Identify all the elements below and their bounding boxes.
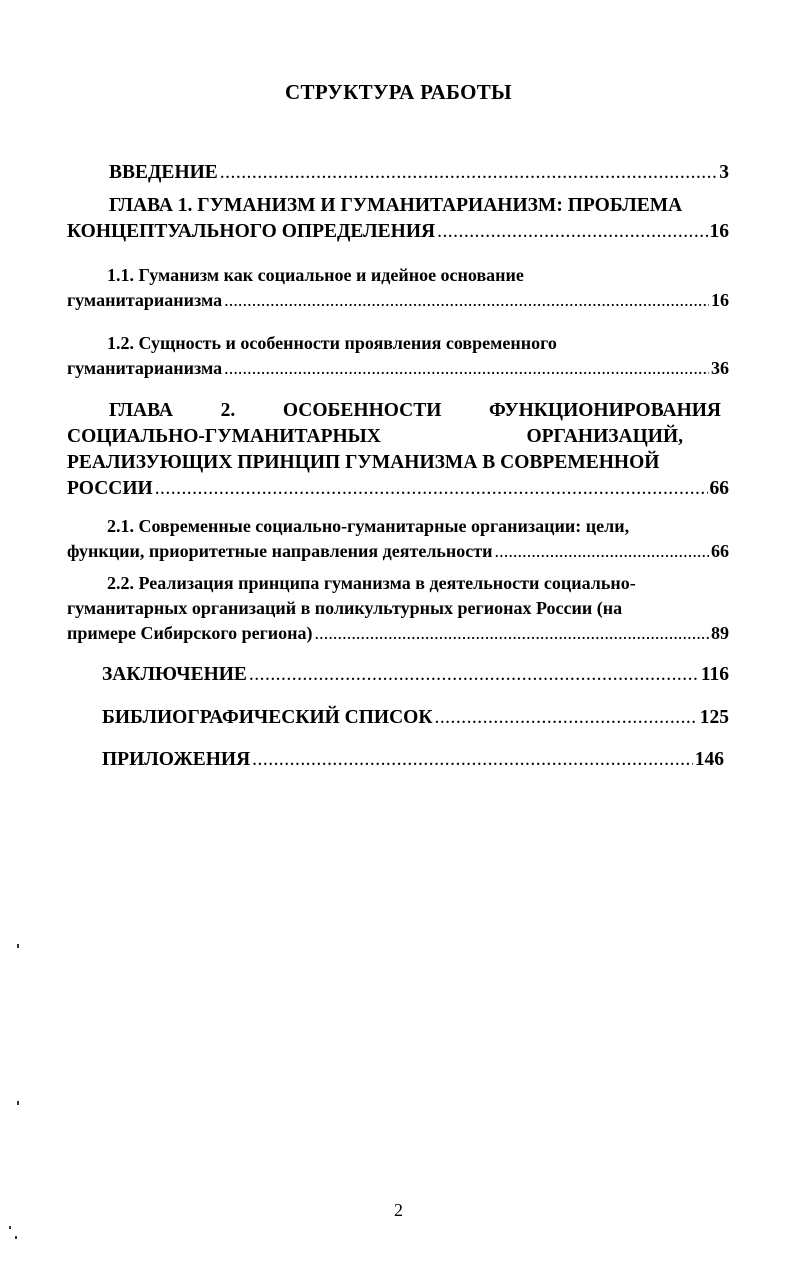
- leader-dots: [437, 219, 707, 245]
- toc-entry-page: 125: [699, 707, 729, 728]
- toc-entry-label: РОССИИ: [67, 478, 153, 499]
- toc-entry-label: функции, приоритетные направления деятельности: [67, 541, 493, 561]
- toc-entry-bibliography: [102, 705, 729, 731]
- toc-entry-page: 16: [711, 290, 729, 310]
- toc-entry-label: ЗАКЛЮЧЕНИЕ: [102, 664, 247, 685]
- scan-speck: [17, 944, 19, 948]
- toc-entry-line: 2.1. Современные социально-гуманитарные организации: цели,: [107, 516, 630, 536]
- page-title: СТРУКТУРА РАБОТЫ: [285, 80, 512, 104]
- toc-entry-intro: [109, 160, 729, 186]
- scan-speck: [15, 1236, 17, 1239]
- toc-entry-page: 146: [694, 749, 724, 770]
- toc-entry-label: ПРИЛОЖЕНИЯ: [102, 749, 251, 770]
- page-number: 2: [394, 1200, 403, 1220]
- toc-entry-section-1-2: [67, 331, 729, 381]
- toc-entry-conclusion: [102, 662, 729, 688]
- toc-entry-page: 116: [700, 664, 729, 685]
- toc-entry-label: БИБЛИОГРАФИЧЕСКИЙ СПИСОК: [102, 707, 433, 728]
- leader-dots: [434, 705, 697, 731]
- toc-entry-section-2-1: [67, 514, 729, 564]
- leader-dots: [249, 662, 699, 688]
- toc-entry-label: примере Сибирского региона): [67, 623, 313, 643]
- toc-entry-line: гуманитарных организаций в поликультурных регионах России (на: [67, 598, 623, 618]
- toc-entry-section-2-2: [67, 571, 729, 646]
- toc-entry-page: 66: [709, 478, 729, 499]
- toc-entry-line: 1.1. Гуманизм как социальное и идейное основание: [107, 265, 524, 285]
- toc-entry-page: 16: [709, 221, 729, 242]
- toc-entry-page: 66: [711, 541, 729, 561]
- toc-entry-label: гуманитарианизма: [67, 290, 223, 310]
- toc-entry-line: ГЛАВА 2. ОСОБЕННОСТИ ФУНКЦИОНИРОВАНИЯ: [109, 400, 721, 421]
- toc-entry-page: 36: [711, 358, 729, 378]
- toc-entry-label: гуманитарианизма: [67, 358, 223, 378]
- leader-dots: [495, 539, 709, 564]
- toc-entry-page: 3: [719, 162, 729, 183]
- toc-entry-line: 2.2. Реализация принципа гуманизма в деятельности социально-: [107, 573, 636, 593]
- toc-entry-label: ВВЕДЕНИЕ: [109, 162, 218, 183]
- leader-dots: [315, 621, 709, 646]
- toc-entry-chapter-1: [67, 193, 729, 245]
- leader-dots: [220, 160, 717, 186]
- scan-speck: [17, 1101, 19, 1105]
- scan-speck: [9, 1226, 11, 1229]
- toc-entry-chapter-2: [67, 398, 729, 502]
- toc-entry-line: ГЛАВА 1. ГУМАНИЗМ И ГУМАНИТАРИАНИЗМ: ПРОБЛЕМА: [109, 195, 683, 216]
- toc-entry-line: СОЦИАЛЬНО-ГУМАНИТАРНЫХ ОРГАНИЗАЦИЙ,: [67, 426, 683, 447]
- leader-dots: [155, 476, 708, 502]
- toc-entry-appendices: [102, 747, 724, 773]
- toc-entry-section-1-1: [67, 263, 729, 313]
- leader-dots: [252, 747, 693, 773]
- toc-entry-label: КОНЦЕПТУАЛЬНОГО ОПРЕДЕЛЕНИЯ: [67, 221, 436, 242]
- leader-dots: [224, 356, 709, 381]
- toc-entry-line: РЕАЛИЗУЮЩИХ ПРИНЦИП ГУМАНИЗМА В СОВРЕМЕННОЙ: [67, 452, 660, 473]
- leader-dots: [224, 288, 709, 313]
- toc-entry-page: 89: [711, 623, 729, 643]
- toc-entry-line: 1.2. Сущность и особенности проявления современного: [107, 333, 557, 353]
